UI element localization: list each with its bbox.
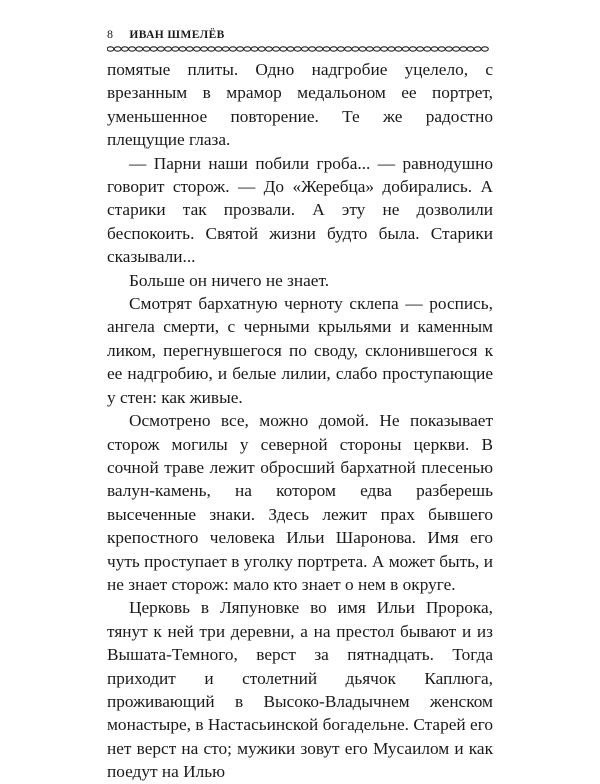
ornament-link <box>258 47 265 51</box>
ornament-link <box>374 47 381 51</box>
ornament-link <box>366 47 373 51</box>
ornament-link <box>237 47 244 51</box>
ornament-link <box>460 47 467 51</box>
ornament-link <box>165 47 172 51</box>
ornament-link <box>323 47 330 51</box>
ornament-link <box>410 47 417 51</box>
ornament-link <box>474 47 481 51</box>
ornament-link <box>424 47 431 51</box>
ornament-link <box>438 47 445 51</box>
ornament-link <box>309 47 316 51</box>
paragraph: Осмотрено все, можно домой. Не показывает сторож могилы у северной стороны церкви. В сочной траве лежит обросший бархатной плесенью валун-камень, на котором едва разберешь высеченные знаки. Здесь лежит прах бывшего крепостного человека Ильи Шаронова. Имя его чуть проступает в уголку портрета. А может быть, и не знает сторож: мало кто знает о нем в округе. <box>107 411 493 594</box>
ornament-link <box>352 47 359 51</box>
ornament-link <box>215 47 222 51</box>
ornament-link <box>359 47 366 51</box>
ornament-link <box>266 47 273 51</box>
ornament-link <box>302 47 309 51</box>
paragraph: — Парни наши побили гроба... — равнодушно говорит сторож. — До «Жеребца» добирались. А старики так прозвали. А эту не дозволили беспокоить. Святой жизни будто была. Старики сказывали... <box>107 153 493 267</box>
ornament-link <box>453 47 460 51</box>
body-text <box>107 58 493 784</box>
ornament-link <box>114 47 121 51</box>
ornament-link <box>330 47 337 51</box>
ornament-link <box>179 47 186 51</box>
ornament-link <box>395 47 402 51</box>
ornament-link <box>316 47 323 51</box>
ornament-link <box>194 47 201 51</box>
paragraph: помятые плиты. Одно надгробие уцелело, с врезанным в мрамор медальоном ее портрет, уменьшенное повторение. Те же радостно плещущие глаза. <box>107 60 493 150</box>
ornament-link <box>107 47 114 51</box>
ornamental-rule <box>107 44 493 54</box>
ornament-link <box>431 47 438 51</box>
ornament-link <box>417 47 424 51</box>
running-title: ИВАН ШМЕЛЁВ <box>129 29 225 41</box>
ornament-link <box>222 47 229 51</box>
ornament-link <box>201 47 208 51</box>
ornament-link <box>446 47 453 51</box>
paragraph: Смотрят бархатную черноту склепа — роспись, ангела смерти, с черными крыльями и каменным ликом, перегнувшегося по своду, склонившегося к ее надгробию, и белые лилии, слабо проступающие у стен: как живые. <box>107 294 493 407</box>
ornament-link <box>143 47 150 51</box>
paragraph: Больше он ничего не знает. <box>129 270 330 290</box>
ornament-link <box>150 47 157 51</box>
ornament-link <box>122 47 129 51</box>
ornament-link <box>402 47 409 51</box>
ornament-link <box>467 47 474 51</box>
ornament-link <box>482 47 489 51</box>
ornament-link <box>273 47 280 51</box>
ornament-link <box>208 47 215 51</box>
ornament-link <box>251 47 258 51</box>
paragraph: Церковь в Ляпуновке во имя Ильи Пророка, тянут к ней три деревни, а на престол бывают и из Вышата-Темного, верст за пятнадцать. Тогда приходит и столетний дьячок Каплюга, проживающий в Высоко-Владычнем женском монастыре, в Настасьинской богадельне. Старей его нет верст на сто; мужики зовут его Мусаилом и как поедут на Илью <box>107 598 493 782</box>
ornament-link <box>186 47 193 51</box>
running-header <box>107 27 493 42</box>
ornament-link <box>345 47 352 51</box>
ornament-link <box>294 47 301 51</box>
ornament-link <box>136 47 143 51</box>
ornament-link <box>381 47 388 51</box>
ornament-link <box>338 47 345 51</box>
ornament-link <box>244 47 251 51</box>
ornament-link <box>129 47 136 51</box>
page-number: 8 <box>107 27 114 41</box>
ornament-link <box>280 47 287 51</box>
ornament-link <box>388 47 395 51</box>
ornament-link <box>230 47 237 51</box>
ornament-link <box>158 47 165 51</box>
ornament-link <box>287 47 294 51</box>
ornament-link <box>172 47 179 51</box>
